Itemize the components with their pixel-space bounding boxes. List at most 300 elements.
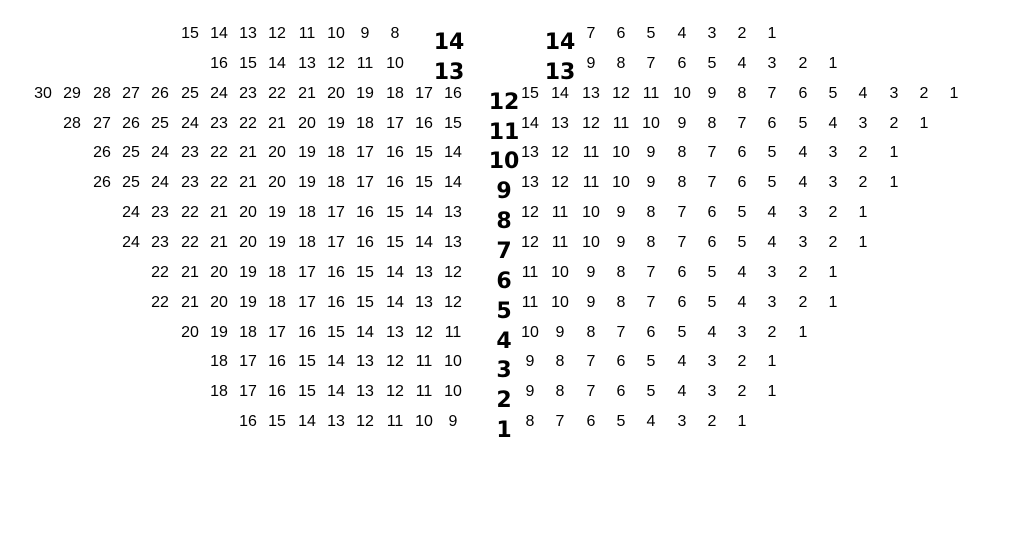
sequence-number: 18 — [327, 174, 345, 191]
sequence-number: 23 — [239, 85, 257, 102]
sequence-number: 18 — [268, 294, 286, 311]
sequence-number: 1 — [767, 25, 777, 42]
sequence-number: 24 — [151, 174, 169, 191]
sequence-number: 3 — [767, 294, 777, 311]
sequence-number: 3 — [737, 324, 747, 341]
sequence-number: 10 — [673, 85, 691, 102]
sequence-number: 20 — [268, 144, 286, 161]
sequence-number: 8 — [616, 264, 626, 281]
sequence-number: 20 — [327, 85, 345, 102]
sequence-number: 6 — [737, 144, 747, 161]
sequence-number: 19 — [298, 144, 316, 161]
sequence-number: 25 — [181, 85, 199, 102]
sequence-number: 11 — [642, 85, 660, 102]
sequence-number: 2 — [767, 324, 777, 341]
sequence-number: 9 — [525, 383, 535, 400]
sequence-number: 26 — [93, 174, 111, 191]
sequence-number: 5 — [707, 264, 717, 281]
sequence-number: 1 — [889, 144, 899, 161]
sequence-number: 2 — [858, 174, 868, 191]
sequence-number: 9 — [677, 115, 687, 132]
sequence-number: 7 — [767, 85, 777, 102]
sequence-number: 15 — [298, 353, 316, 370]
sequence-number: 2 — [737, 383, 747, 400]
sequence-number: 17 — [327, 204, 345, 221]
sequence-number: 4 — [707, 324, 717, 341]
sequence-number: 9 — [616, 234, 626, 251]
sequence-number: 7 — [616, 324, 626, 341]
sequence-number: 20 — [210, 294, 228, 311]
sequence-number: 8 — [707, 115, 717, 132]
sequence-number: 6 — [767, 115, 777, 132]
sequence-number: 13 — [551, 115, 569, 132]
sequence-number: 11 — [612, 115, 630, 132]
sequence-number: 22 — [151, 264, 169, 281]
sequence-number: 4 — [858, 85, 868, 102]
sequence-number: 7 — [586, 383, 596, 400]
sequence-number: 24 — [122, 204, 140, 221]
sequence-number: 14 — [327, 353, 345, 370]
sequence-number: 18 — [298, 204, 316, 221]
sequence-number: 14 — [356, 324, 374, 341]
sequence-number: 15 — [521, 85, 539, 102]
row-label-bold: 4 — [496, 329, 512, 354]
sequence-number: 11 — [551, 234, 569, 251]
sequence-number: 14 — [415, 204, 433, 221]
sequence-number: 1 — [737, 413, 747, 430]
sequence-number: 17 — [327, 234, 345, 251]
sequence-number: 2 — [798, 55, 808, 72]
sequence-number: 4 — [737, 264, 747, 281]
sequence-number: 12 — [612, 85, 630, 102]
sequence-number: 18 — [386, 85, 404, 102]
sequence-number: 3 — [889, 85, 899, 102]
sequence-number: 25 — [122, 144, 140, 161]
row-label-bold: 13 — [544, 60, 576, 85]
sequence-number: 9 — [616, 204, 626, 221]
sequence-number: 12 — [444, 264, 462, 281]
sequence-number: 13 — [239, 25, 257, 42]
sequence-number: 14 — [327, 383, 345, 400]
sequence-number: 14 — [298, 413, 316, 430]
sequence-number: 4 — [646, 413, 656, 430]
sequence-number: 8 — [586, 324, 596, 341]
sequence-number: 7 — [586, 25, 596, 42]
sequence-number: 16 — [386, 174, 404, 191]
sequence-number: 12 — [582, 115, 600, 132]
sequence-number: 6 — [646, 324, 656, 341]
sequence-number: 1 — [858, 234, 868, 251]
sequence-number: 8 — [737, 85, 747, 102]
sequence-number: 15 — [386, 204, 404, 221]
sequence-number: 12 — [415, 324, 433, 341]
sequence-number: 13 — [521, 174, 539, 191]
sequence-number: 12 — [551, 144, 569, 161]
sequence-number: 5 — [767, 174, 777, 191]
sequence-number: 8 — [390, 25, 400, 42]
sequence-number: 21 — [268, 115, 286, 132]
sequence-number: 6 — [677, 264, 687, 281]
sequence-number: 14 — [386, 294, 404, 311]
sequence-number: 18 — [210, 353, 228, 370]
sequence-number: 17 — [239, 353, 257, 370]
row-label-bold: 14 — [433, 30, 465, 55]
sequence-number: 16 — [239, 413, 257, 430]
sequence-number: 1 — [889, 174, 899, 191]
sequence-number: 16 — [210, 55, 228, 72]
sequence-number: 12 — [386, 353, 404, 370]
sequence-number: 4 — [767, 234, 777, 251]
sequence-number: 6 — [616, 353, 626, 370]
sequence-number: 18 — [356, 115, 374, 132]
sequence-number: 6 — [798, 85, 808, 102]
sequence-number: 14 — [521, 115, 539, 132]
sequence-number: 21 — [298, 85, 316, 102]
sequence-number: 28 — [63, 115, 81, 132]
sequence-number: 19 — [268, 234, 286, 251]
sequence-number: 1 — [828, 55, 838, 72]
sequence-number: 11 — [551, 204, 569, 221]
sequence-number: 15 — [181, 25, 199, 42]
sequence-number: 24 — [151, 144, 169, 161]
row-label-bold: 13 — [433, 60, 465, 85]
sequence-number: 8 — [555, 353, 565, 370]
sequence-number: 1 — [767, 353, 777, 370]
sequence-number: 14 — [444, 144, 462, 161]
sequence-number: 13 — [521, 144, 539, 161]
sequence-number: 9 — [707, 85, 717, 102]
sequence-number: 22 — [268, 85, 286, 102]
sequence-number: 24 — [181, 115, 199, 132]
sequence-number: 8 — [677, 144, 687, 161]
sequence-number: 20 — [181, 324, 199, 341]
sequence-number: 11 — [415, 383, 433, 400]
sequence-number: 5 — [707, 294, 717, 311]
sequence-number: 18 — [239, 324, 257, 341]
sequence-number: 10 — [327, 25, 345, 42]
sequence-number: 20 — [239, 204, 257, 221]
sequence-number: 12 — [521, 204, 539, 221]
sequence-number: 1 — [858, 204, 868, 221]
sequence-number: 8 — [646, 234, 656, 251]
sequence-number: 11 — [444, 324, 462, 341]
sequence-number: 7 — [707, 174, 717, 191]
sequence-number: 7 — [646, 264, 656, 281]
sequence-number: 5 — [646, 25, 656, 42]
sequence-number: 4 — [737, 294, 747, 311]
sequence-number: 5 — [798, 115, 808, 132]
sequence-number: 3 — [707, 383, 717, 400]
sequence-number: 17 — [268, 324, 286, 341]
sequence-number: 4 — [677, 25, 687, 42]
sequence-number: 24 — [210, 85, 228, 102]
sequence-number: 17 — [239, 383, 257, 400]
sequence-number: 15 — [356, 294, 374, 311]
sequence-number: 10 — [415, 413, 433, 430]
sequence-number: 10 — [582, 234, 600, 251]
sequence-number: 2 — [707, 413, 717, 430]
sequence-number: 5 — [828, 85, 838, 102]
sequence-number: 12 — [356, 413, 374, 430]
row-label-bold: 5 — [496, 299, 512, 324]
sequence-number: 21 — [239, 174, 257, 191]
sequence-number: 20 — [239, 234, 257, 251]
sequence-number: 6 — [586, 413, 596, 430]
sequence-number: 3 — [707, 353, 717, 370]
sequence-number: 6 — [616, 25, 626, 42]
sequence-number: 19 — [327, 115, 345, 132]
sequence-number: 26 — [151, 85, 169, 102]
sequence-number: 18 — [210, 383, 228, 400]
sequence-number: 7 — [707, 144, 717, 161]
sequence-number: 21 — [210, 204, 228, 221]
row-label-bold: 3 — [496, 358, 512, 383]
sequence-number: 5 — [677, 324, 687, 341]
sequence-number: 8 — [525, 413, 535, 430]
sequence-number: 9 — [360, 25, 370, 42]
sequence-number: 22 — [210, 144, 228, 161]
sequence-number: 11 — [356, 55, 374, 72]
sequence-number: 7 — [677, 204, 687, 221]
sequence-number: 13 — [444, 234, 462, 251]
sequence-number: 22 — [210, 174, 228, 191]
sequence-number: 16 — [327, 264, 345, 281]
sequence-number: 2 — [737, 353, 747, 370]
sequence-number: 4 — [767, 204, 777, 221]
sequence-number: 19 — [239, 294, 257, 311]
sequence-number: 13 — [582, 85, 600, 102]
sequence-number: 15 — [444, 115, 462, 132]
sequence-number: 1 — [919, 115, 929, 132]
sequence-number: 23 — [151, 204, 169, 221]
sequence-number: 1 — [828, 294, 838, 311]
sequence-number: 9 — [525, 353, 535, 370]
row-label-bold: 12 — [488, 90, 520, 115]
sequence-number: 25 — [122, 174, 140, 191]
sequence-number: 17 — [356, 174, 374, 191]
sequence-number: 11 — [521, 294, 539, 311]
sequence-number: 19 — [298, 174, 316, 191]
sequence-number: 3 — [828, 144, 838, 161]
sequence-number: 13 — [415, 264, 433, 281]
sequence-number: 16 — [268, 353, 286, 370]
sequence-number: 8 — [616, 294, 626, 311]
sequence-number: 16 — [356, 234, 374, 251]
sequence-number: 9 — [586, 264, 596, 281]
sequence-number: 21 — [210, 234, 228, 251]
sequence-number: 20 — [210, 264, 228, 281]
sequence-number: 16 — [415, 115, 433, 132]
sequence-number: 8 — [555, 383, 565, 400]
sequence-number: 2 — [889, 115, 899, 132]
row-label-bold: 8 — [496, 209, 512, 234]
sequence-number: 23 — [181, 174, 199, 191]
sequence-number: 27 — [122, 85, 140, 102]
sequence-number: 2 — [858, 144, 868, 161]
sequence-number: 12 — [386, 383, 404, 400]
sequence-number: 19 — [268, 204, 286, 221]
sequence-number: 25 — [151, 115, 169, 132]
sequence-number: 22 — [151, 294, 169, 311]
sequence-number: 13 — [444, 204, 462, 221]
row-label-bold: 1 — [496, 418, 512, 443]
sequence-number: 13 — [386, 324, 404, 341]
sequence-number: 9 — [646, 174, 656, 191]
sequence-number: 5 — [737, 204, 747, 221]
sequence-number: 6 — [707, 204, 717, 221]
sequence-number: 26 — [122, 115, 140, 132]
sequence-number: 15 — [386, 234, 404, 251]
sequence-number: 12 — [444, 294, 462, 311]
sequence-number: 1 — [828, 264, 838, 281]
sequence-number: 23 — [181, 144, 199, 161]
sequence-number: 5 — [646, 353, 656, 370]
sequence-number: 9 — [586, 55, 596, 72]
sequence-number: 19 — [239, 264, 257, 281]
sequence-number: 6 — [707, 234, 717, 251]
sequence-number: 16 — [356, 204, 374, 221]
sequence-number: 15 — [268, 413, 286, 430]
sequence-number: 10 — [551, 264, 569, 281]
sequence-number: 5 — [737, 234, 747, 251]
sequence-number: 21 — [181, 294, 199, 311]
sequence-number: 12 — [327, 55, 345, 72]
sequence-number: 10 — [582, 204, 600, 221]
sequence-number: 11 — [386, 413, 404, 430]
sequence-number: 10 — [612, 144, 630, 161]
sequence-number: 7 — [586, 353, 596, 370]
sequence-number: 10 — [521, 324, 539, 341]
sequence-number: 14 — [268, 55, 286, 72]
sequence-number: 2 — [828, 234, 838, 251]
sequence-number: 3 — [828, 174, 838, 191]
sequence-number: 6 — [677, 294, 687, 311]
sequence-number: 11 — [298, 25, 316, 42]
sequence-number: 6 — [616, 383, 626, 400]
sequence-number: 10 — [551, 294, 569, 311]
sequence-number: 12 — [268, 25, 286, 42]
sequence-number: 7 — [646, 294, 656, 311]
sequence-number: 2 — [798, 294, 808, 311]
sequence-number: 3 — [677, 413, 687, 430]
sequence-number: 26 — [93, 144, 111, 161]
sequence-number: 15 — [298, 383, 316, 400]
sequence-number: 8 — [677, 174, 687, 191]
sequence-number: 4 — [737, 55, 747, 72]
sequence-number: 9 — [586, 294, 596, 311]
sequence-number: 9 — [448, 413, 458, 430]
sequence-number: 11 — [582, 174, 600, 191]
sequence-number: 10 — [444, 383, 462, 400]
sequence-number: 4 — [798, 144, 808, 161]
sequence-number: 2 — [737, 25, 747, 42]
sequence-number: 21 — [239, 144, 257, 161]
sequence-number: 7 — [737, 115, 747, 132]
sequence-number: 19 — [356, 85, 374, 102]
sequence-number: 8 — [616, 55, 626, 72]
sequence-number: 13 — [356, 353, 374, 370]
sequence-number: 28 — [93, 85, 111, 102]
sequence-number: 18 — [298, 234, 316, 251]
sequence-number: 22 — [239, 115, 257, 132]
row-label-bold: 11 — [488, 120, 520, 145]
sequence-number: 16 — [268, 383, 286, 400]
sequence-number: 14 — [210, 25, 228, 42]
row-label-bold: 6 — [496, 269, 512, 294]
sequence-number: 21 — [181, 264, 199, 281]
sequence-number: 3 — [858, 115, 868, 132]
sequence-number: 9 — [646, 144, 656, 161]
sequence-number: 22 — [181, 204, 199, 221]
sequence-number: 14 — [444, 174, 462, 191]
sequence-number: 14 — [551, 85, 569, 102]
sequence-number: 4 — [828, 115, 838, 132]
sequence-number: 19 — [210, 324, 228, 341]
sequence-number: 4 — [677, 383, 687, 400]
sequence-number: 16 — [444, 85, 462, 102]
sequence-number: 15 — [415, 144, 433, 161]
sequence-number: 10 — [444, 353, 462, 370]
sequence-number: 5 — [707, 55, 717, 72]
sequence-number: 10 — [386, 55, 404, 72]
sequence-number: 22 — [181, 234, 199, 251]
sequence-number: 13 — [327, 413, 345, 430]
sequence-number: 30 — [34, 85, 52, 102]
row-label-bold: 7 — [496, 239, 512, 264]
sequence-number: 4 — [677, 353, 687, 370]
sequence-number: 18 — [327, 144, 345, 161]
sequence-number: 6 — [677, 55, 687, 72]
sequence-number: 15 — [356, 264, 374, 281]
sequence-number: 14 — [386, 264, 404, 281]
sequence-number: 5 — [646, 383, 656, 400]
sequence-number: 8 — [646, 204, 656, 221]
sequence-number: 23 — [151, 234, 169, 251]
row-label-bold: 14 — [544, 30, 576, 55]
sequence-number: 10 — [612, 174, 630, 191]
sequence-number: 1 — [949, 85, 959, 102]
sequence-number: 15 — [415, 174, 433, 191]
sequence-number: 13 — [356, 383, 374, 400]
sequence-number: 17 — [356, 144, 374, 161]
sequence-number: 12 — [551, 174, 569, 191]
sequence-number: 29 — [63, 85, 81, 102]
sequence-number: 3 — [798, 204, 808, 221]
sequence-number: 7 — [646, 55, 656, 72]
sequence-number: 2 — [798, 264, 808, 281]
sequence-number: 6 — [737, 174, 747, 191]
sequence-number: 9 — [555, 324, 565, 341]
sequence-number: 16 — [386, 144, 404, 161]
sequence-number: 24 — [122, 234, 140, 251]
sequence-number: 10 — [642, 115, 660, 132]
sequence-number: 2 — [828, 204, 838, 221]
sequence-number: 3 — [707, 25, 717, 42]
sequence-number: 5 — [616, 413, 626, 430]
sequence-number: 20 — [268, 174, 286, 191]
row-label-bold: 9 — [496, 179, 512, 204]
sequence-number: 27 — [93, 115, 111, 132]
sequence-number: 4 — [798, 174, 808, 191]
sequence-number: 18 — [268, 264, 286, 281]
sequence-number: 11 — [521, 264, 539, 281]
sequence-number: 2 — [919, 85, 929, 102]
sequence-number: 7 — [555, 413, 565, 430]
sequence-number: 12 — [521, 234, 539, 251]
sequence-number: 5 — [767, 144, 777, 161]
sequence-number: 20 — [298, 115, 316, 132]
sequence-number: 3 — [798, 234, 808, 251]
